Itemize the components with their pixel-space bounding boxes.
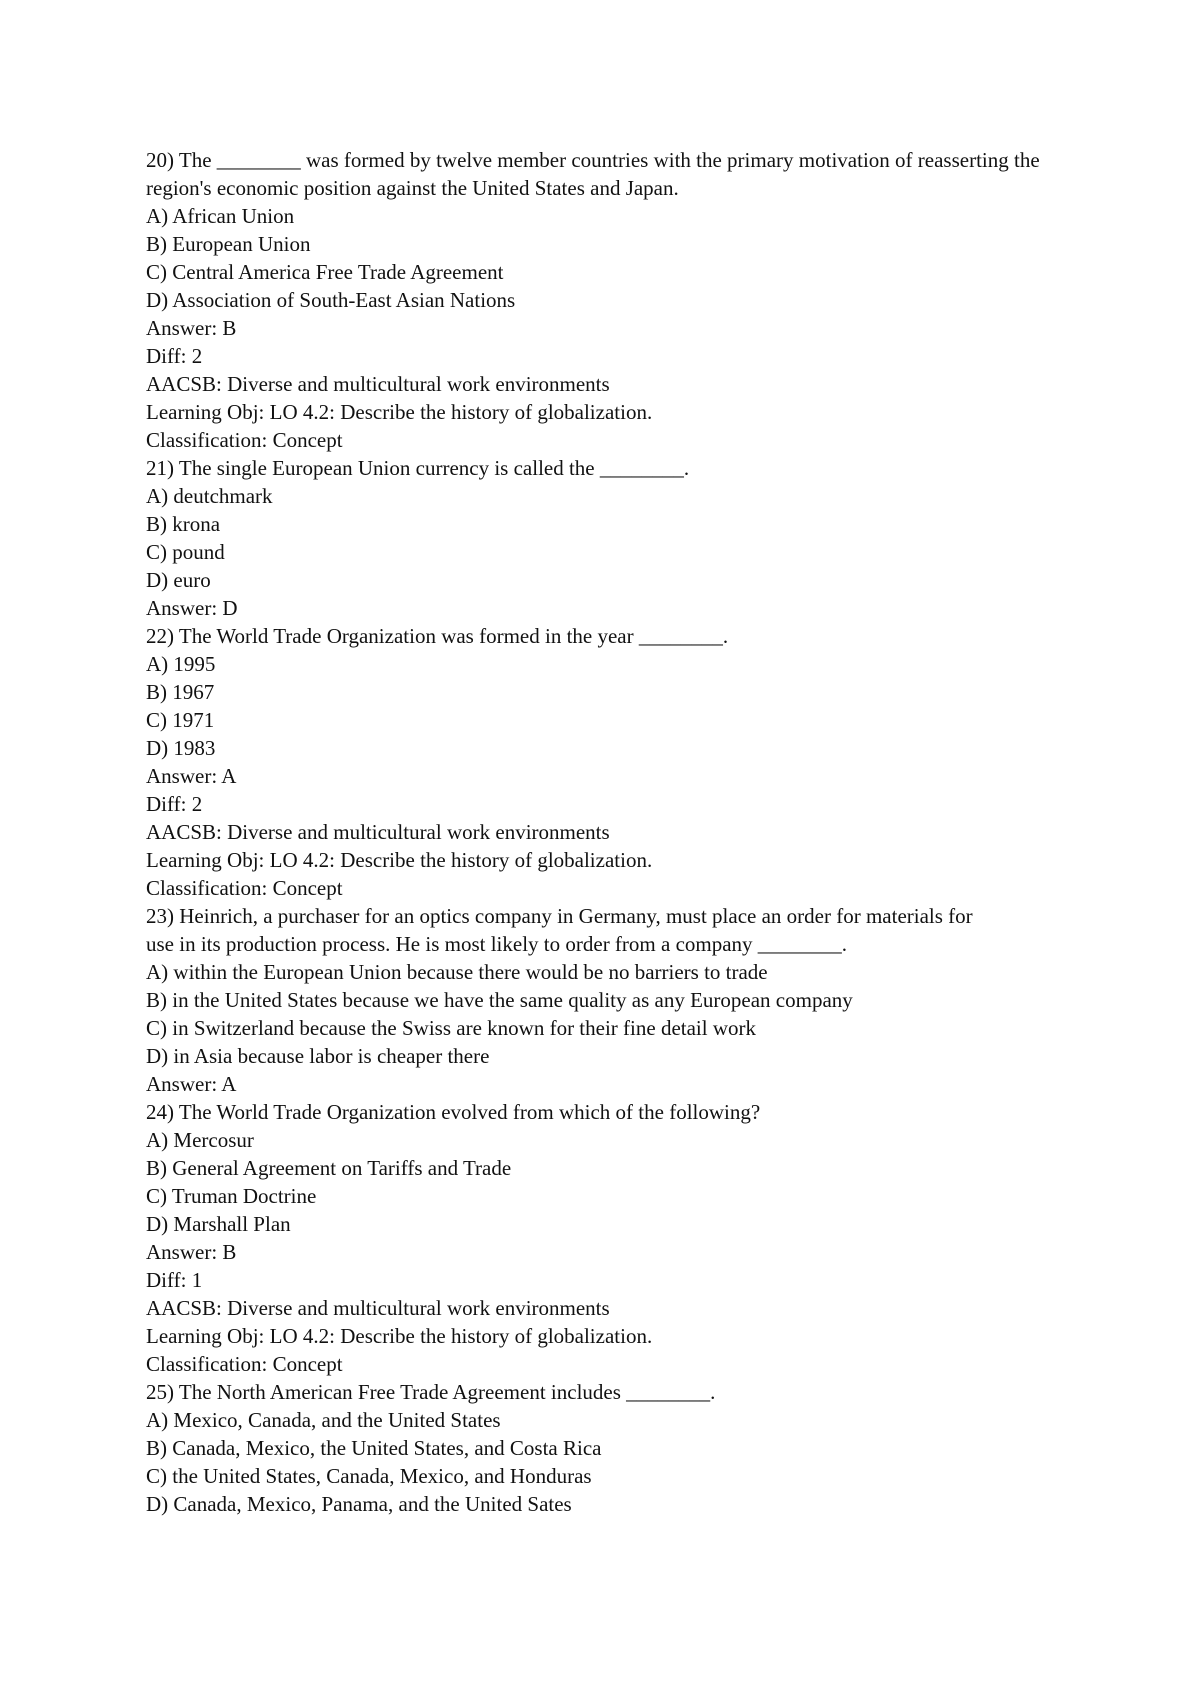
question-21-option-d: D) euro xyxy=(146,568,211,592)
question-24-option-b: B) General Agreement on Tariffs and Trade xyxy=(146,1156,512,1180)
question-25-option-b: B) Canada, Mexico, the United States, and Costa Rica xyxy=(146,1436,602,1460)
question-25-option-a: A) Mexico, Canada, and the United States xyxy=(146,1408,501,1432)
question-23-answer: Answer: A xyxy=(146,1072,237,1096)
question-21-text: 21) The single European Union currency is called the ________. xyxy=(146,456,690,480)
question-24-difficulty: Diff: 1 xyxy=(146,1268,203,1292)
question-20-option-a: A) African Union xyxy=(146,204,295,228)
question-24-option-d: D) Marshall Plan xyxy=(146,1212,291,1236)
question-24-classification: Classification: Concept xyxy=(146,1352,343,1376)
question-22-learning-objective: Learning Obj: LO 4.2: Describe the history of globalization. xyxy=(146,848,653,872)
question-20-difficulty: Diff: 2 xyxy=(146,344,203,368)
question-22-aacsb: AACSB: Diverse and multicultural work environments xyxy=(146,820,610,844)
question-20-option-b: B) European Union xyxy=(146,232,311,256)
question-22-option-b: B) 1967 xyxy=(146,680,215,704)
question-24-option-a: A) Mercosur xyxy=(146,1128,254,1152)
question-22-classification: Classification: Concept xyxy=(146,876,343,900)
question-24-learning-objective: Learning Obj: LO 4.2: Describe the history of globalization. xyxy=(146,1324,653,1348)
question-25-text: 25) The North American Free Trade Agreement includes ________. xyxy=(146,1380,716,1404)
question-22-option-a: A) 1995 xyxy=(146,652,216,676)
question-20-option-d: D) Association of South-East Asian Nations xyxy=(146,288,516,312)
question-24-option-c: C) Truman Doctrine xyxy=(146,1184,317,1208)
question-24-aacsb: AACSB: Diverse and multicultural work environments xyxy=(146,1296,610,1320)
question-23-option-a: A) within the European Union because there would be no barriers to trade xyxy=(146,960,768,984)
question-24-answer: Answer: B xyxy=(146,1240,237,1264)
document-body xyxy=(146,146,1076,1518)
question-20-text: 20) The ________ was formed by twelve member countries with the primary motivation of reasserting the region's economic position against the United States and Japan. xyxy=(146,148,1040,200)
question-25-option-c: C) the United States, Canada, Mexico, and Honduras xyxy=(146,1464,592,1488)
question-22-text: 22) The World Trade Organization was formed in the year ________. xyxy=(146,624,729,648)
question-25-option-d: D) Canada, Mexico, Panama, and the United Sates xyxy=(146,1492,572,1516)
question-20-aacsb: AACSB: Diverse and multicultural work environments xyxy=(146,372,610,396)
question-21-answer: Answer: D xyxy=(146,596,238,620)
question-20-learning-objective: Learning Obj: LO 4.2: Describe the history of globalization. xyxy=(146,400,653,424)
question-21-option-b: B) krona xyxy=(146,512,221,536)
question-23-text-continued: use in its production process. He is most likely to order from a company ________. xyxy=(146,932,848,956)
question-23-option-c: C) in Switzerland because the Swiss are known for their fine detail work xyxy=(146,1016,756,1040)
question-20-answer: Answer: B xyxy=(146,316,237,340)
question-23-option-d: D) in Asia because labor is cheaper there xyxy=(146,1044,490,1068)
question-20-option-c: C) Central America Free Trade Agreement xyxy=(146,260,504,284)
question-22-option-d: D) 1983 xyxy=(146,736,216,760)
question-23-option-b: B) in the United States because we have the same quality as any European company xyxy=(146,988,853,1012)
question-24-text: 24) The World Trade Organization evolved from which of the following? xyxy=(146,1100,761,1124)
question-22-option-c: C) 1971 xyxy=(146,708,215,732)
question-20-classification: Classification: Concept xyxy=(146,428,343,452)
question-22-difficulty: Diff: 2 xyxy=(146,792,203,816)
question-23-text: 23) Heinrich, a purchaser for an optics company in Germany, must place an order for materials for xyxy=(146,904,973,928)
question-21-option-a: A) deutchmark xyxy=(146,484,273,508)
question-22-answer: Answer: A xyxy=(146,764,237,788)
question-21-option-c: C) pound xyxy=(146,540,225,564)
